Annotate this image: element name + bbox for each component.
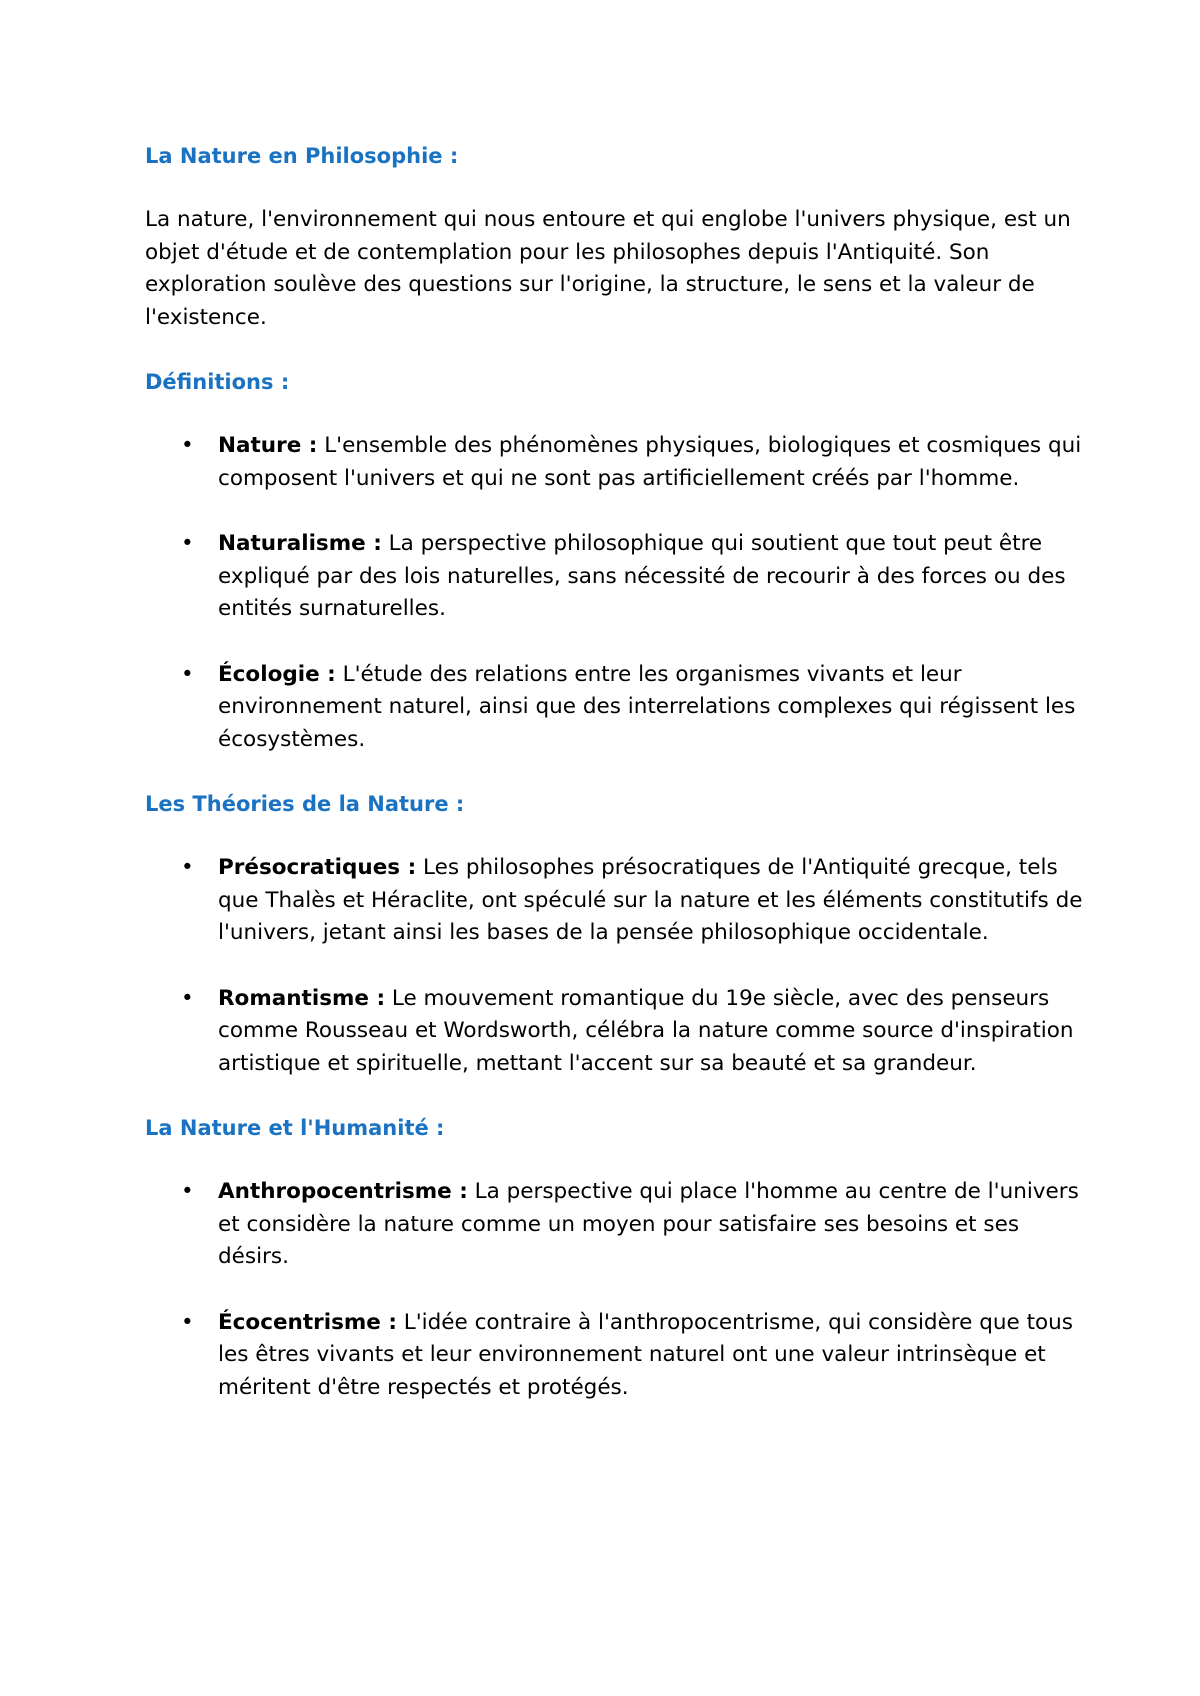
term-description: La perspective qui place l'homme au centre de l'univers et considère la nature comme un moyen pour satisfaire ses besoins et ses désirs. [218,1179,1079,1269]
term-label: Écocentrisme : [218,1309,397,1335]
bullet-icon: • [181,531,194,556]
term-description: L'idée contraire à l'anthropocentrisme, qui considère que tous les êtres vivants et leur environnement naturel ont une valeur intrinsèque et méritent d'être respectés et protégés. [218,1309,1073,1400]
intro-paragraph: La nature, l'environnement qui nous entoure et qui englobe l'univers physique, est un objet d'étude et de contemplation pour les philosophes depuis l'Antiquité. Son exploration soulève des questions sur l'origine, la structure, le sens et la valeur de l'existence. [145,207,1071,330]
theories-list [145,852,1085,1080]
bullet-icon: • [181,433,194,458]
term-label: Romantisme : [218,985,386,1011]
bullet-icon: • [181,985,194,1011]
document-title: La Nature en Philosophie : [145,144,459,168]
section-heading-definitions: Définitions : [145,370,290,394]
term-label: Anthropocentrisme : [218,1179,468,1204]
term-label: Écologie : [218,661,336,687]
list-item [145,983,1085,1081]
term-label: Présocratiques : [218,855,417,880]
section-heading-nature-humanity: La Nature et l'Humanité : [145,1116,445,1140]
list-item [145,659,1085,757]
list-item [145,1176,1085,1274]
bullet-icon: • [181,661,194,687]
term-description: L'ensemble des phénomènes physiques, biologiques et cosmiques qui composent l'univers et qui ne sont pas artificiellement créés par l'homme. [218,433,1082,491]
term-label: Nature : [218,433,318,458]
term-description: L'étude des relations entre les organismes vivants et leur environnement naturel, ainsi que des interrelations complexes qui régissent les écosystèmes. [218,661,1076,752]
term-description: Le mouvement romantique du 19e siècle, avec des penseurs comme Rousseau et Wordsworth, célébra la nature comme source d'inspiration artistique et spirituelle, mettant l'accent sur sa beauté et sa grandeur. [218,985,1074,1076]
document-page [145,140,1085,1404]
term-label: Naturalisme : [218,531,382,556]
list-item [145,1307,1085,1405]
section-heading-theories: Les Théories de la Nature : [145,792,465,816]
list-item [145,430,1085,495]
bullet-icon: • [181,855,194,880]
nature-humanity-list [145,1176,1085,1404]
term-description: Les philosophes présocratiques de l'Antiquité grecque, tels que Thalès et Héraclite, ont spéculé sur la nature et les éléments constitutifs de l'univers, jetant ainsi les bases de la pensée philosophique occidentale. [218,855,1083,945]
list-item [145,852,1085,950]
bullet-icon: • [181,1179,194,1204]
list-item [145,528,1085,626]
term-description: La perspective philosophique qui soutient que tout peut être expliqué par des lois naturelles, sans nécessité de recourir à des forces ou des entités surnaturelles. [218,531,1066,621]
bullet-icon: • [181,1309,194,1335]
definitions-list [145,430,1085,756]
